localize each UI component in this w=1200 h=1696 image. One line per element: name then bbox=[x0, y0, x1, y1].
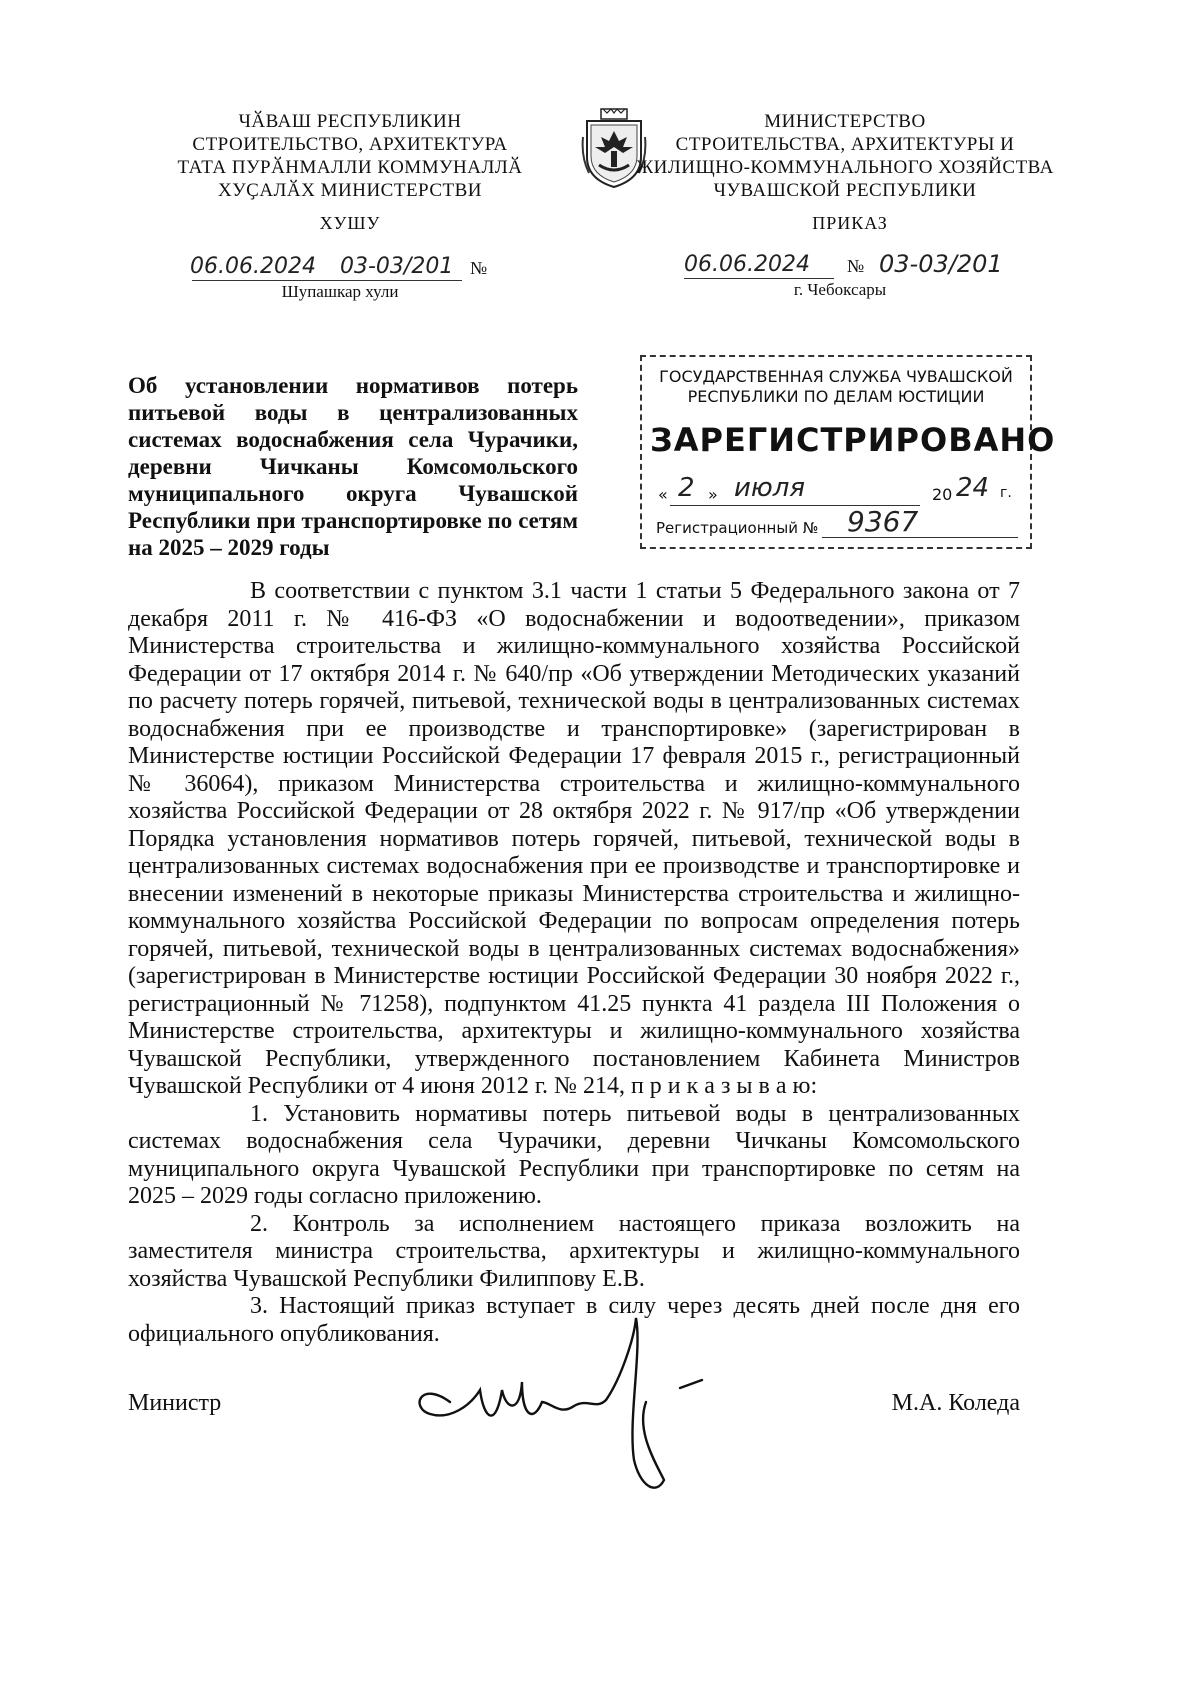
header-right-line: ЖИЛИЩНО-КОММУНАЛЬНОГО ХОЗЯЙСТВА bbox=[636, 157, 1054, 178]
stamp-year-prefix: 20 bbox=[932, 485, 953, 504]
order-item: 2. Контроль за исполнением настоящего приказа возложить на заместителя министра строительства, архитектуры и жилищно-коммунального хозяйства Чувашской Республики Филиппову Е.В. bbox=[128, 1210, 1020, 1292]
number-right: 03-03/201 bbox=[879, 250, 1003, 278]
header-left-line: ТАТА ПУРӐНМАЛЛИ КОММУНАЛЛӐ bbox=[177, 157, 523, 178]
document-title: Об установлении нормативов потерь питьевой воды в централизованных системах водоснабжения села Чурачики, деревни Чичканы Комсомольского муниципального округа Чувашской Республики при транспортировке по сетям на 2025 – 2029 годы bbox=[128, 373, 578, 560]
document-body bbox=[128, 578, 1020, 1348]
handwritten-signature bbox=[410, 1310, 710, 1500]
city-left: Шупашкар хули bbox=[281, 282, 399, 301]
number-left: 03-03/201 bbox=[340, 254, 454, 279]
stamp-day: 2 bbox=[678, 473, 695, 503]
stamp-month: июля bbox=[734, 473, 806, 503]
header-right-line: СТРОИТЕЛЬСТВА, АРХИТЕКТУРЫ И bbox=[675, 134, 1015, 155]
date-right: 06.06.2024 bbox=[684, 252, 810, 277]
date-line-right bbox=[684, 252, 1044, 282]
signature-name: М.А. Коледа bbox=[891, 1390, 1020, 1416]
stamp-year-suffix: г. bbox=[1000, 485, 1012, 501]
header-left-line: СТРОИТЕЛЬСТВО, АРХИТЕКТУРА bbox=[192, 134, 508, 155]
preamble-paragraph: В соответствии с пунктом 3.1 части 1 статьи 5 Федерального закона от 7 декабря 2011 г. № 416-ФЗ «О водоснабжении и водоотведении», приказом Министерства строительства и жилищно-коммунального хозяйства Российской Федерации от 17 октября 2014 г. № 640/пр «Об утверждении Методических указаний по расчету потерь горячей, питьевой, технической воды в централизованных системах водоснабжения при ее производстве и транспортировке» (зарегистрирован в Министерстве юстиции Российской Федерации 17 февраля 2015 г., регистрационный № 36064), приказом Министерства строительства и жилищно-коммунального хозяйства Российской Федерации от 28 октября 2022 г. № 917/пр «Об утверждении Порядка установления нормативов потерь горячей, питьевой, технической воды в централизованных системах водоснабжения при ее производстве и транспортировке и внесении изменений в некоторые приказы Министерства строительства и жилищно-коммунального хозяйства Российской Федерации по вопросам определения потерь горячей, питьевой, технической воды в централизованных системах водоснабжения» (зарегистрирован в Министерстве юстиции Российской Федерации 30 ноября 2022 г., регистрационный № 71258), подпунктом 41.25 пункта 41 раздела III Положения о Министерстве строительства, архитектуры и жилищно-коммунального хозяйства Чувашской Республики, утвержденного постановлением Кабинета Министров Чувашской Республики от 4 июня 2012 г. № 214, п р и к а з ы в а ю: bbox=[128, 578, 1020, 1099]
stamp-quote: » bbox=[708, 485, 718, 504]
date-line-left bbox=[190, 254, 530, 284]
doc-type-right: ПРИКАЗ bbox=[812, 213, 888, 233]
registration-stamp bbox=[640, 355, 1056, 549]
header-right-line: МИНИСТЕРСТВО bbox=[764, 111, 926, 132]
stamp-reg-number: 9367 bbox=[847, 505, 919, 538]
date-left: 06.06.2024 bbox=[190, 254, 316, 279]
header-left-line: ЧӐВАШ РЕСПУБЛИКИН bbox=[238, 111, 462, 132]
stamp-line: ГОСУДАРСТВЕННАЯ СЛУЖБА ЧУВАШСКОЙ bbox=[659, 367, 1013, 386]
stamp-quote: « bbox=[658, 485, 668, 504]
city-right: г. Чебоксары bbox=[793, 280, 887, 299]
order-item: 3. Настоящий приказ вступает в силу через десять дней после дня его официального опубликования. bbox=[128, 1293, 1020, 1347]
stamp-status: ЗАРЕГИСТРИРОВАНО bbox=[650, 421, 1056, 459]
header-left-line: ХУҪАЛӐХ МИНИСТЕРСТВИ bbox=[217, 180, 483, 201]
header-right bbox=[630, 110, 1060, 202]
stamp-reg-label: Регистрационный № bbox=[656, 519, 819, 537]
signature-position: Министр bbox=[128, 1390, 222, 1416]
doc-type-left: ХУШУ bbox=[319, 213, 381, 233]
number-sign-left: № bbox=[470, 258, 488, 278]
header-right-line: ЧУВАШСКОЙ РЕСПУБЛИКИ bbox=[713, 180, 977, 201]
stamp-year: 24 bbox=[956, 473, 990, 503]
stamp-line: РЕСПУБЛИКИ ПО ДЕЛАМ ЮСТИЦИИ bbox=[687, 387, 985, 406]
order-item: 1. Установить нормативы потерь питьевой воды в централизованных системах водоснабжения села Чурачики, деревни Чичканы Комсомольского муниципального округа Чувашской Республики при транспортировке по сетям на 2025 – 2029 годы согласно приложению. bbox=[128, 1100, 1020, 1209]
number-sign-right: № bbox=[847, 256, 865, 276]
header-left bbox=[150, 110, 550, 202]
